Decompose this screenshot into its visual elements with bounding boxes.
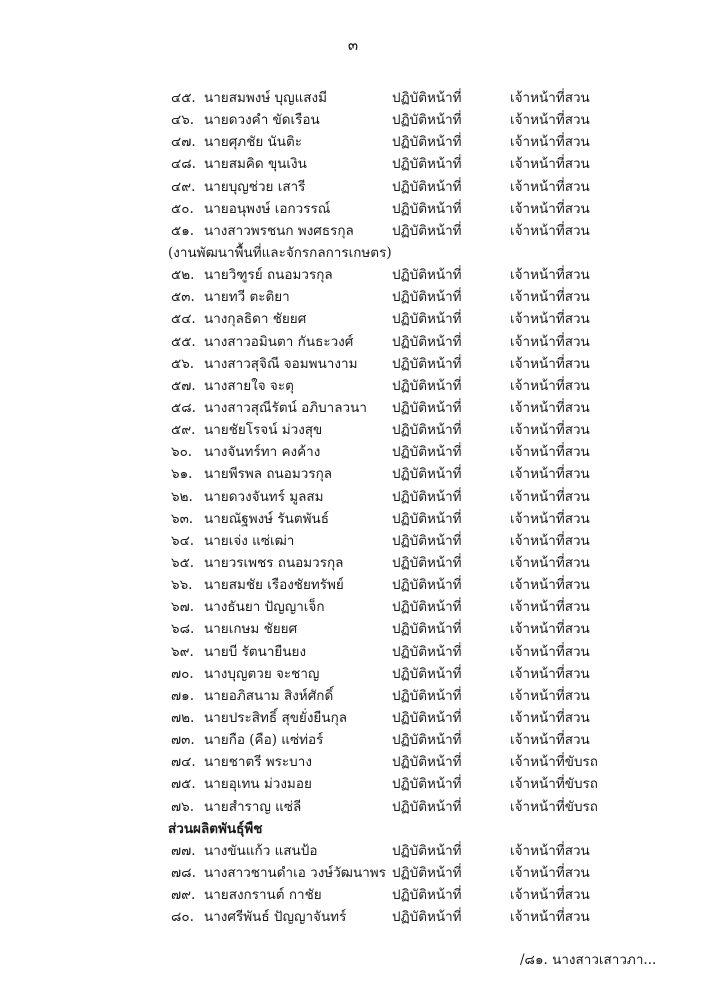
job-role: เจ้าหน้าที่สวน	[510, 200, 590, 217]
list-item	[0, 87, 706, 109]
job-role: เจ้าหน้าที่สวน	[510, 532, 590, 549]
position-status: ปฏิบัติหน้าที่	[392, 134, 462, 151]
person-name: นายเจ่ง แซ่เฒ่า	[204, 532, 295, 549]
job-role: เจ้าหน้าที่สวน	[510, 399, 590, 416]
job-role: เจ้าหน้าที่สวน	[510, 222, 590, 239]
person-name: นายวรเพชร ถนอมวรกุล	[204, 554, 344, 571]
position-status: ปฏิบัติหน้าที่	[392, 621, 462, 638]
item-number: ๕๖.	[171, 355, 195, 372]
job-role: เจ้าหน้าที่สวน	[510, 687, 590, 704]
job-role: เจ้าหน้าที่สวน	[510, 90, 590, 106]
position-status: ปฏิบัติหน้าที่	[392, 577, 462, 594]
job-role: เจ้าหน้าที่สวน	[510, 599, 590, 616]
job-role: เจ้าหน้าที่สวน	[510, 842, 590, 859]
job-role: เจ้าหน้าที่สวน	[510, 333, 590, 350]
position-status: ปฏิบัติหน้าที่	[392, 887, 462, 904]
item-number: ๕๔.	[171, 311, 196, 328]
position-status: ปฏิบัติหน้าที่	[392, 90, 462, 106]
list-item	[0, 840, 706, 862]
item-number: ๖๑.	[171, 466, 193, 483]
position-status: ปฏิบัติหน้าที่	[392, 732, 462, 749]
person-name: นางสาวสุจิณี จอมพนางาม	[204, 355, 358, 372]
position-status: ปฏิบัติหน้าที่	[392, 599, 462, 616]
job-role: เจ้าหน้าที่สวน	[510, 156, 590, 173]
job-role: เจ้าหน้าที่สวน	[510, 909, 590, 926]
item-number: ๗๔.	[171, 754, 196, 771]
person-name: นายอนุพงษ์ เอกวรรณ์	[204, 200, 331, 217]
job-role: เจ้าหน้าที่สวน	[510, 510, 590, 527]
item-number: ๕๑.	[171, 222, 195, 239]
person-name: นายณัฐพงษ์ รันตพันธ์	[204, 510, 329, 527]
job-role: เจ้าหน้าที่สวน	[510, 554, 590, 571]
item-number: ๘๐.	[171, 909, 194, 926]
position-status: ปฏิบัติหน้าที่	[392, 311, 462, 328]
list-item	[0, 796, 706, 818]
job-role: เจ้าหน้าที่สวน	[510, 134, 590, 151]
item-number: ๗๖.	[171, 798, 195, 815]
job-role: เจ้าหน้าที่สวน	[510, 887, 590, 904]
person-name: นายดวงจันทร์ มูลสม	[204, 488, 324, 505]
list-item	[0, 862, 706, 884]
person-name: นายเกษม ชัยยศ	[204, 621, 298, 638]
position-status: ปฏิบัติหน้าที่	[392, 377, 462, 394]
list-item	[0, 353, 706, 375]
position-status: ปฏิบัติหน้าที่	[392, 665, 462, 682]
person-name: นายดวงคำ ขัดเรือน	[204, 112, 320, 129]
job-role: เจ้าหน้าที่สวน	[510, 355, 590, 372]
item-number: ๗๐.	[171, 665, 194, 682]
list-item	[0, 773, 706, 795]
person-name: นายสมพงษ์ บุญแสงมี	[204, 90, 328, 106]
person-name: นายสมชัย เรืองชัยทรัพย์	[204, 577, 344, 594]
item-number: ๖๔.	[171, 532, 195, 549]
list-item	[0, 530, 706, 552]
item-number: ๗๒.	[171, 709, 195, 726]
item-number: ๖๘.	[171, 621, 195, 638]
list-item	[0, 375, 706, 397]
position-status: ปฏิบัติหน้าที่	[392, 222, 462, 239]
person-name: นางกุลธิดา ชัยยศ	[204, 311, 307, 328]
list-item	[0, 153, 706, 175]
sub-unit-heading-text: (งานพัฒนาพื้นที่และจักรกลการเกษตร)	[168, 244, 392, 261]
item-number: ๕๐.	[171, 200, 194, 217]
position-status: ปฏิบัติหน้าที่	[392, 909, 462, 926]
item-number: ๖๖.	[171, 577, 193, 594]
list-item	[0, 397, 706, 419]
list-item	[0, 729, 706, 751]
position-status: ปฏิบัติหน้าที่	[392, 422, 462, 439]
position-status: ปฏิบัติหน้าที่	[392, 444, 462, 461]
item-number: ๗๕.	[171, 776, 196, 793]
item-number: ๖๐.	[171, 444, 193, 461]
list-item	[0, 331, 706, 353]
job-role: เจ้าหน้าที่สวน	[510, 864, 590, 881]
position-status: ปฏิบัติหน้าที่	[392, 333, 462, 350]
person-name: นางขันแก้ว แสนป้อ	[204, 842, 318, 859]
person-name: นางบุญตวย จะชาญ	[204, 665, 320, 682]
job-role: เจ้าหน้าที่สวน	[510, 665, 590, 682]
person-name: นายสมคิด ขุนเงิน	[204, 156, 307, 173]
item-number: ๗๑.	[171, 687, 195, 704]
item-number: ๕๘.	[171, 399, 196, 416]
person-name: นางสายใจ จะตุ	[204, 377, 294, 394]
sub-unit-heading	[0, 242, 706, 264]
job-role: เจ้าหน้าที่สวน	[510, 643, 590, 660]
item-number: ๕๓.	[171, 289, 195, 306]
position-status: ปฏิบัติหน้าที่	[392, 864, 462, 881]
item-number: ๔๗.	[171, 134, 196, 151]
job-role: เจ้าหน้าที่ขับรถ	[510, 798, 598, 815]
position-status: ปฏิบัติหน้าที่	[392, 112, 462, 129]
person-name: นายอภิสนาม สิงห์ศักดิ์	[204, 687, 334, 704]
item-number: ๖๗.	[171, 599, 195, 616]
item-number: ๗๘.	[171, 864, 196, 881]
person-name: นายทวี ตะติยา	[204, 289, 290, 306]
item-number: ๗๓.	[171, 732, 195, 749]
page-number: ๓	[347, 36, 359, 54]
person-name: นายบี รัตนายืนยง	[204, 643, 307, 660]
person-name: นายชัยโรจน์ ม่วงสุข	[204, 422, 323, 439]
item-number: ๔๘.	[171, 156, 196, 173]
list-item	[0, 441, 706, 463]
position-status: ปฏิบัติหน้าที่	[392, 289, 462, 306]
section-heading-text: ส่วนผลิตพันธุ์พืช	[168, 820, 263, 837]
item-number: ๗๗.	[171, 842, 196, 859]
person-name: นายบุญช่วย เสารี	[204, 178, 306, 195]
position-status: ปฏิบัติหน้าที่	[392, 754, 462, 771]
item-number: ๔๕.	[171, 90, 196, 106]
person-name: นางสาวอมินตา กันธะวงศ์	[204, 333, 354, 350]
list-item	[0, 751, 706, 773]
list-item	[0, 663, 706, 685]
person-name: นายพีรพล ถนอมวรกุล	[204, 466, 333, 483]
person-name: นายศุภชัย นันติะ	[204, 134, 303, 151]
person-name: นางสาวชานดำเอ วงษ์วัฒนาพร	[204, 864, 386, 881]
staff-list	[0, 87, 706, 928]
list-item	[0, 308, 706, 330]
position-status: ปฏิบัติหน้าที่	[392, 842, 462, 859]
section-heading	[0, 818, 706, 840]
item-number: ๕๙.	[171, 422, 196, 439]
position-status: ปฏิบัติหน้าที่	[392, 399, 462, 416]
list-item	[0, 419, 706, 441]
person-name: นายกือ (คือ) แซ่ท่อร์	[204, 732, 324, 749]
item-number: ๔๙.	[171, 178, 196, 195]
item-number: ๖๒.	[171, 488, 193, 505]
list-item	[0, 286, 706, 308]
position-status: ปฏิบัติหน้าที่	[392, 776, 462, 793]
list-item	[0, 486, 706, 508]
person-name: นางศรีพันธ์ ปัญญาจันทร์	[204, 909, 347, 926]
item-number: ๕๕.	[171, 333, 196, 350]
list-item	[0, 220, 706, 242]
list-item	[0, 707, 706, 729]
position-status: ปฏิบัติหน้าที่	[392, 510, 462, 527]
person-name: นายสำราญ แซ่ลี	[204, 798, 302, 815]
position-status: ปฏิบัติหน้าที่	[392, 200, 462, 217]
person-name: นางสาวพรชนก พงศธรกุล	[204, 222, 354, 239]
position-status: ปฏิบัติหน้าที่	[392, 178, 462, 195]
person-name: นางสาวสุณีรัตน์ อภิบาลวนา	[204, 399, 367, 416]
person-name: นายสงกรานต์ กาชัย	[204, 887, 322, 904]
person-name: นายชาตรี พระบาง	[204, 754, 312, 771]
item-number: ๗๙.	[171, 887, 196, 904]
list-item	[0, 618, 706, 640]
item-number: ๕๒.	[171, 267, 195, 284]
list-item	[0, 176, 706, 198]
job-role: เจ้าหน้าที่สวน	[510, 466, 590, 483]
list-item	[0, 109, 706, 131]
list-item	[0, 685, 706, 707]
list-item	[0, 574, 706, 596]
position-status: ปฏิบัติหน้าที่	[392, 156, 462, 173]
position-status: ปฏิบัติหน้าที่	[392, 267, 462, 284]
job-role: เจ้าหน้าที่สวน	[510, 178, 590, 195]
list-item	[0, 884, 706, 906]
item-number: ๖๕.	[171, 554, 195, 571]
list-item	[0, 641, 706, 663]
position-status: ปฏิบัติหน้าที่	[392, 532, 462, 549]
list-item	[0, 596, 706, 618]
item-number: ๕๗.	[171, 377, 196, 394]
continuation-footer: /๘๑. นางสาวเสาวภา...	[520, 952, 657, 968]
job-role: เจ้าหน้าที่สวน	[510, 444, 590, 461]
job-role: เจ้าหน้าที่สวน	[510, 289, 590, 306]
job-role: เจ้าหน้าที่สวน	[510, 732, 590, 749]
person-name: นางธันยา ปัญญาเจ็ก	[204, 599, 325, 616]
job-role: เจ้าหน้าที่สวน	[510, 311, 590, 328]
position-status: ปฏิบัติหน้าที่	[392, 709, 462, 726]
job-role: เจ้าหน้าที่สวน	[510, 112, 590, 129]
person-name: นายอุเทน ม่วงมอย	[204, 776, 312, 793]
job-role: เจ้าหน้าที่สวน	[510, 267, 590, 284]
position-status: ปฏิบัติหน้าที่	[392, 687, 462, 704]
job-role: เจ้าหน้าที่สวน	[510, 709, 590, 726]
job-role: เจ้าหน้าที่สวน	[510, 422, 590, 439]
list-item	[0, 552, 706, 574]
list-item	[0, 508, 706, 530]
job-role: เจ้าหน้าที่ขับรถ	[510, 754, 598, 771]
position-status: ปฏิบัติหน้าที่	[392, 355, 462, 372]
job-role: เจ้าหน้าที่สวน	[510, 577, 590, 594]
position-status: ปฏิบัติหน้าที่	[392, 466, 462, 483]
list-item	[0, 198, 706, 220]
position-status: ปฏิบัติหน้าที่	[392, 488, 462, 505]
position-status: ปฏิบัติหน้าที่	[392, 554, 462, 571]
position-status: ปฏิบัติหน้าที่	[392, 798, 462, 815]
item-number: ๖๓.	[171, 510, 194, 527]
item-number: ๔๖.	[171, 112, 195, 129]
person-name: นายประสิทธิ์ สุขยั่งยืนกุล	[204, 709, 348, 726]
position-status: ปฏิบัติหน้าที่	[392, 643, 462, 660]
job-role: เจ้าหน้าที่ขับรถ	[510, 776, 598, 793]
job-role: เจ้าหน้าที่สวน	[510, 377, 590, 394]
job-role: เจ้าหน้าที่สวน	[510, 488, 590, 505]
person-name: นางจันทร์ทา คงค้าง	[204, 444, 321, 461]
list-item	[0, 131, 706, 153]
item-number: ๖๙.	[171, 643, 194, 660]
list-item	[0, 463, 706, 485]
job-role: เจ้าหน้าที่สวน	[510, 621, 590, 638]
person-name: นายวิฑูรย์ ถนอมวรกุล	[204, 267, 333, 284]
list-item	[0, 264, 706, 286]
list-item	[0, 906, 706, 928]
